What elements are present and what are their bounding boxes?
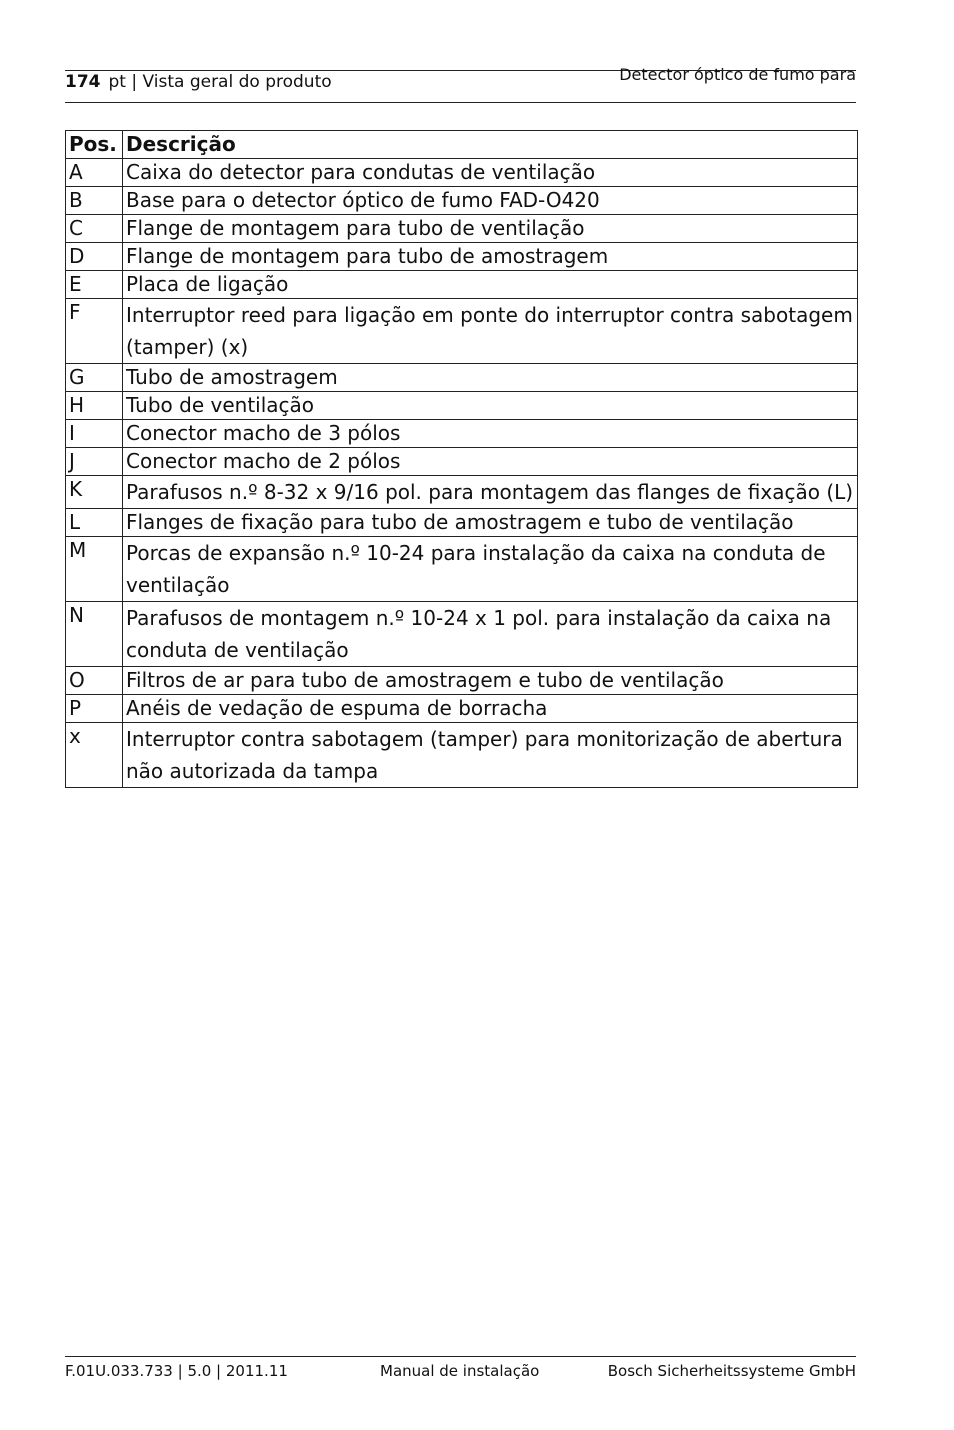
table-row (66, 392, 858, 420)
document-title: Detector óptico de fumo para (619, 65, 856, 84)
row-description: Interruptor contra sabotagem (tamper) para monitorização de abertura não autorizada da tampa (123, 723, 858, 788)
row-description: Flange de montagem para tubo de ventilação (123, 215, 858, 243)
row-pos: L (66, 509, 123, 537)
row-pos: M (66, 537, 123, 602)
table-row (66, 420, 858, 448)
row-pos: B (66, 187, 123, 215)
row-pos: J (66, 448, 123, 476)
row-pos: E (66, 271, 123, 299)
table-row (66, 364, 858, 392)
table-header-row (66, 131, 858, 159)
row-description: Porcas de expansão n.º 10-24 para instalação da caixa na conduta de ventilação (123, 537, 858, 602)
row-pos: N (66, 602, 123, 667)
section-title: pt | Vista geral do produto (108, 72, 332, 92)
row-pos: x (66, 723, 123, 788)
row-pos: C (66, 215, 123, 243)
row-description: Base para o detector óptico de fumo FAD-O420 (123, 187, 858, 215)
table-row (66, 509, 858, 537)
footer-company: Bosch Sicherheitssysteme GmbH (607, 1362, 856, 1380)
row-pos: P (66, 695, 123, 723)
header-description: Descrição (123, 131, 858, 159)
header-pos: Pos. (66, 131, 123, 159)
table-row (66, 695, 858, 723)
table-row (66, 187, 858, 215)
table-row (66, 667, 858, 695)
row-description: Anéis de vedação de espuma de borracha (123, 695, 858, 723)
table-row (66, 159, 858, 187)
page-header (65, 62, 856, 103)
footer-doc-type: Manual de instalação (380, 1362, 540, 1380)
header-rule-bottom (65, 102, 856, 103)
table-row (66, 448, 858, 476)
row-pos: H (66, 392, 123, 420)
row-pos: F (66, 299, 123, 364)
row-description: Flanges de fixação para tubo de amostragem e tubo de ventilação (123, 509, 858, 537)
row-pos: D (66, 243, 123, 271)
row-pos: K (66, 476, 123, 509)
row-description: Interruptor reed para ligação em ponte do interruptor contra sabotagem (tamper) (x) (123, 299, 858, 364)
header-left (65, 71, 332, 93)
parts-table (65, 130, 858, 788)
row-pos: A (66, 159, 123, 187)
row-description: Flange de montagem para tubo de amostragem (123, 243, 858, 271)
table-row (66, 476, 858, 509)
table-row (66, 243, 858, 271)
table-row (66, 602, 858, 667)
row-pos: I (66, 420, 123, 448)
row-description: Conector macho de 3 pólos (123, 420, 858, 448)
footer-rule (65, 1356, 856, 1357)
table-row (66, 537, 858, 602)
row-description: Parafusos de montagem n.º 10-24 x 1 pol. para instalação da caixa na conduta de ventilação (123, 602, 858, 667)
table-row (66, 299, 858, 364)
row-pos: G (66, 364, 123, 392)
row-pos: O (66, 667, 123, 695)
page-number: 174 (65, 72, 101, 92)
table-row (66, 723, 858, 788)
footer-doc-id: F.01U.033.733 | 5.0 | 2011.11 (65, 1362, 288, 1380)
table-row (66, 271, 858, 299)
row-description: Tubo de amostragem (123, 364, 858, 392)
row-description: Placa de ligação (123, 271, 858, 299)
row-description: Conector macho de 2 pólos (123, 448, 858, 476)
table-row (66, 215, 858, 243)
page-footer (65, 1356, 856, 1386)
row-description: Parafusos n.º 8-32 x 9/16 pol. para montagem das flanges de fixação (L) (123, 476, 858, 509)
row-description: Filtros de ar para tubo de amostragem e tubo de ventilação (123, 667, 858, 695)
row-description: Caixa do detector para condutas de ventilação (123, 159, 858, 187)
row-description: Tubo de ventilação (123, 392, 858, 420)
